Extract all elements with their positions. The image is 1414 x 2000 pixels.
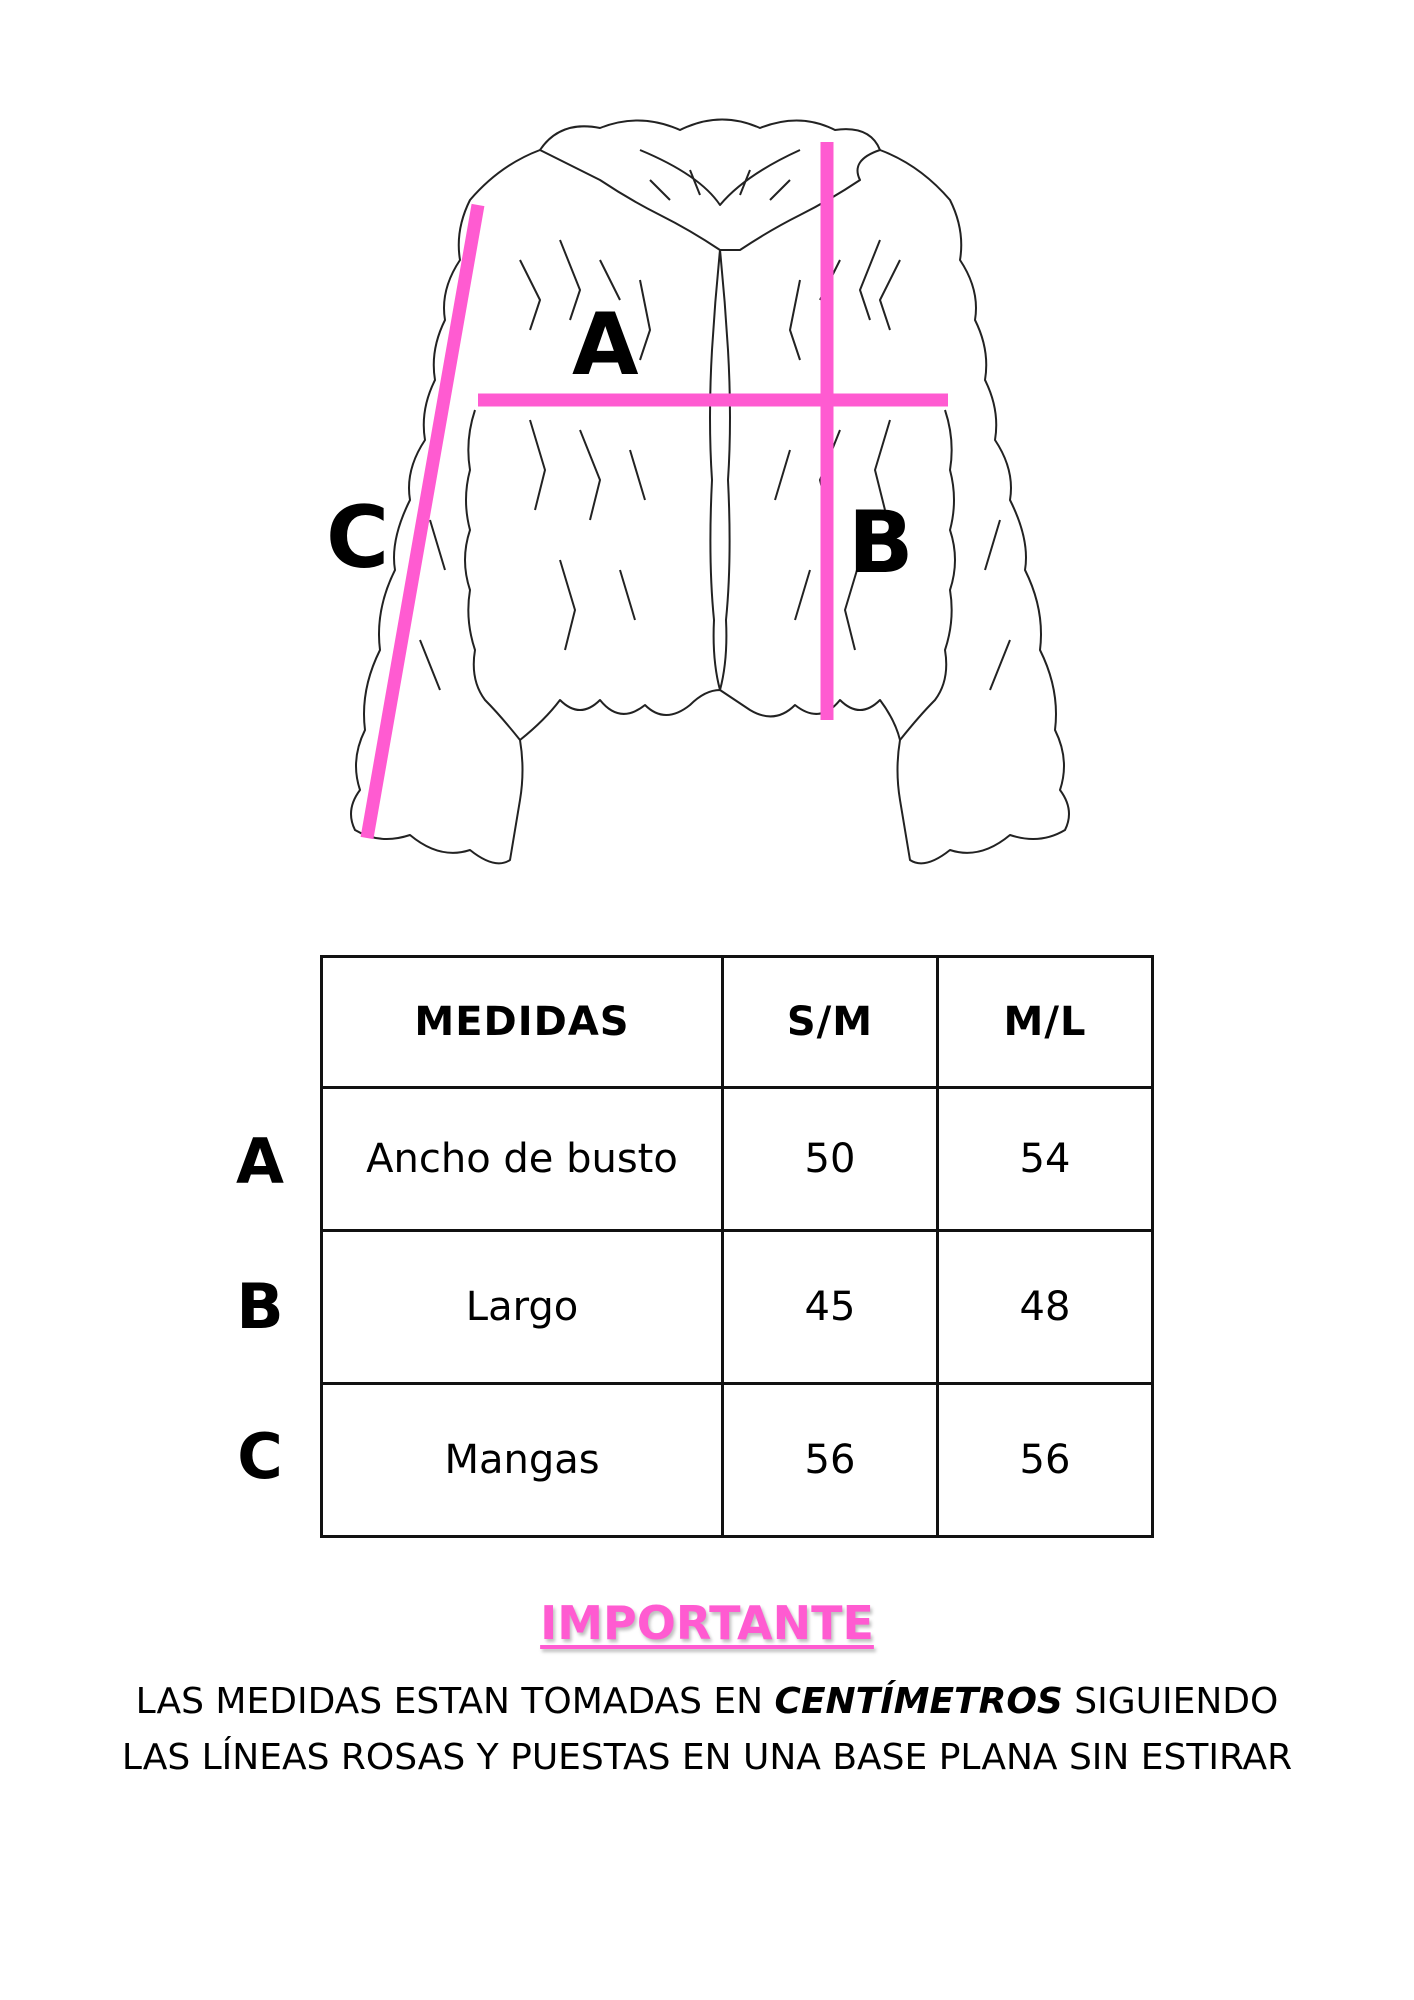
- table-header-row: [322, 957, 1153, 1088]
- fur-jacket-illustration: [0, 0, 1414, 900]
- row-letter-b: B: [236, 1270, 284, 1343]
- note-emphasis-unit: CENTÍMETROS: [774, 1681, 1063, 1722]
- measure-value-sm: 56: [723, 1384, 938, 1537]
- row-letter-a: A: [236, 1125, 284, 1198]
- diagram-label-b: B: [848, 493, 914, 593]
- measure-value-sm: 45: [723, 1231, 938, 1384]
- measure-value-ml: 48: [938, 1231, 1153, 1384]
- important-note: [0, 1674, 1414, 1786]
- note-line-1: [0, 1674, 1414, 1730]
- measure-value-ml: 56: [938, 1384, 1153, 1537]
- header-measure: MEDIDAS: [322, 957, 723, 1088]
- measure-name: Mangas: [322, 1384, 723, 1537]
- header-size-sm: S/M: [723, 957, 938, 1088]
- table-row: [322, 1384, 1153, 1537]
- note-line-2: LAS LÍNEAS ROSAS Y PUESTAS EN UNA BASE PLANA SIN ESTIRAR: [121, 1737, 1293, 1778]
- fur-jacket-icon: [351, 119, 1069, 863]
- note-line-1-start: LAS MEDIDAS ESTAN TOMADAS EN: [135, 1681, 775, 1722]
- table-row: [322, 1088, 1153, 1231]
- important-title: IMPORTANTE: [540, 1596, 874, 1650]
- size-table: [320, 955, 1154, 1538]
- note-line-1-end: SIGUIENDO: [1062, 1681, 1279, 1722]
- row-letter-c: C: [237, 1420, 283, 1493]
- measure-value-ml: 54: [938, 1088, 1153, 1231]
- diagram-label-c: C: [326, 488, 390, 588]
- diagram-label-a: A: [572, 295, 639, 395]
- measure-value-sm: 50: [723, 1088, 938, 1231]
- measure-name: Largo: [322, 1231, 723, 1384]
- table-row: [322, 1231, 1153, 1384]
- header-size-ml: M/L: [938, 957, 1153, 1088]
- measure-name: Ancho de busto: [322, 1088, 723, 1231]
- measurement-lines: [367, 142, 948, 838]
